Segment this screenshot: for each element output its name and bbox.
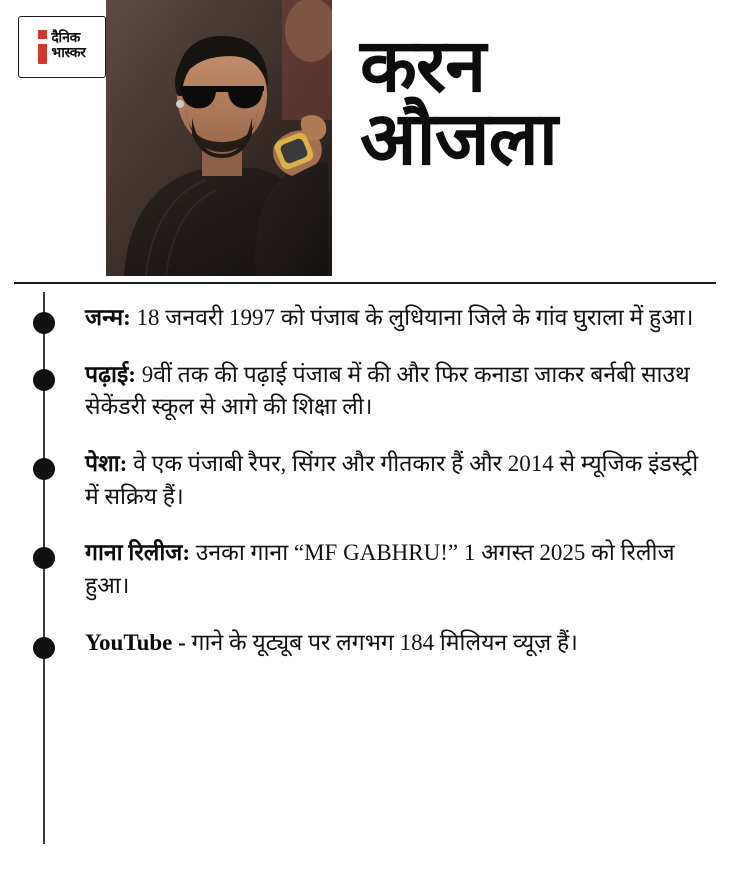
list-item	[0, 438, 730, 513]
page-title	[360, 24, 720, 180]
logo-text	[51, 32, 85, 61]
bullet-icon	[33, 637, 55, 659]
list-item-value: उनका गाना “MF GABHRU!” 1 अगस्त 2025 को रिलीज हुआ।	[85, 540, 675, 598]
logo-line-2: भास्कर	[51, 46, 86, 61]
timeline-section	[0, 292, 730, 872]
list-item-label: YouTube -	[85, 629, 186, 655]
list-item-label: पेशा:	[85, 450, 128, 476]
timeline-items	[0, 292, 730, 673]
logo-inner	[38, 30, 85, 64]
list-item-text	[85, 349, 712, 424]
list-item-text	[85, 617, 712, 660]
list-item-value: वे एक पंजाबी रैपर, सिंगर और गीतकार हैं और 2014 से म्यूजिक इंडस्ट्री में सक्रिय हैं।	[85, 450, 699, 509]
list-item-text	[85, 292, 712, 335]
portrait-illustration	[106, 0, 332, 276]
list-item-value: गाने के यूट्यूब पर लगभग 184 मिलियन व्यूज़ हैं।	[185, 629, 578, 655]
header-divider	[14, 282, 716, 284]
list-item-text	[85, 438, 712, 513]
portrait-photo	[106, 0, 332, 276]
list-item-text	[85, 527, 712, 602]
list-item-label: गाना रिलीज:	[85, 540, 191, 566]
list-item-value: 9वीं तक की पढ़ाई पंजाब में की और फिर कनाडा जाकर बर्नबी साउथ सेकेंडरी स्कूल से आगे की शिक्षा ली।	[85, 361, 690, 420]
logo-line-1: दैनिक	[51, 31, 81, 47]
list-item	[0, 527, 730, 602]
title-line-1: करन	[360, 24, 486, 107]
dainik-bhaskar-logo	[18, 16, 106, 78]
list-item	[0, 617, 730, 660]
list-item-label: जन्म:	[85, 305, 131, 330]
list-item-value: 18 जनवरी 1997 को पंजाब के लुधियाना जिले के गांव घुराला में हुआ।	[130, 305, 694, 330]
list-item	[0, 292, 730, 335]
logo-mark-icon	[38, 30, 47, 64]
bullet-icon	[33, 458, 55, 480]
list-item-label: पढ़ाई:	[85, 361, 136, 387]
bullet-icon	[33, 547, 55, 569]
card-header	[0, 0, 730, 276]
list-item	[0, 349, 730, 424]
bullet-icon	[33, 369, 55, 391]
bullet-icon	[33, 312, 55, 334]
title-line-2: औजला	[360, 96, 557, 180]
